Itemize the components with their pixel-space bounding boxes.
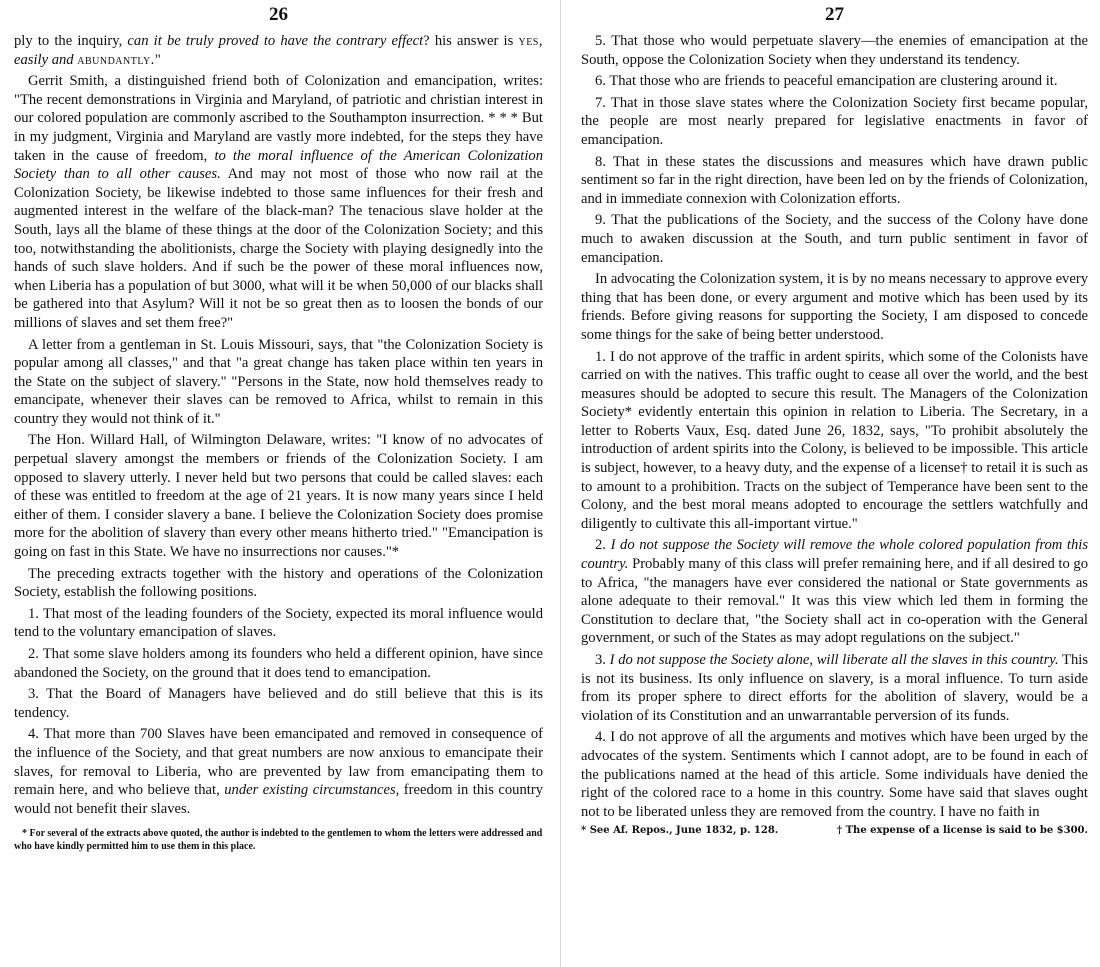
text-run: 3.: [595, 652, 610, 668]
paragraph: [14, 72, 543, 332]
text-run: Gerrit Smith, a distinguished friend both of Colonization and emancipation, writes: "The recent demonstrations in Virginia and Maryland, of patriotic and christian interest in our colored population are commonly ascribed to the Southampton insurrection. * * * But in my judgment, Virginia and Maryland are vastly more indebted, for the steps they have taken in the cause of freedom,: [14, 73, 543, 164]
italic-text: can it be truly proved to have the contrary effect: [127, 33, 424, 49]
list-item: 2. That some slave holders among its founders who held a different opinion, have since abandoned the Society, on the ground that it does tend to emancipation.: [14, 646, 543, 681]
text-run: This is not its business. Its only influence on slavery, is a moral influence. To turn aside from its proper sphere to direct efforts for the abolition of slavery, would be a violation of its Constitution and an unwarrantable perversion of its funds.: [581, 652, 1089, 724]
text-run: Probably many of this class will prefer remaining here, and if all desired to go to Africa, "the managers have ever considered the national or State governments as alone adequate to their removal." It was this view which led them in forming the Constitution to declare that, "the Society shall act in co-operation with the General government, or such of the States as may adopt regulations on the subject.": [581, 556, 1089, 647]
footnote: * For several of the extracts above quoted, the author is indebted to the gentlemen to whom the letters were addressed and who have kindly permitted him to use them in this place.: [14, 828, 543, 852]
text-run: freedom in this country would not benefit their slaves.: [14, 782, 543, 817]
list-item: 3. That the Board of Managers have believed and do still believe that this is its tendency.: [14, 686, 543, 721]
text-run: And may not most of those who now rail at the Colonization Society, be likewise indebted to those same influences for their fresh and augmented interest in the welfare of the black-man? The tenacious slave holder at the South, lays all the blame of these things at the door of the Colonization Society; and this too, notwithstanding the abolitionists, charge the Society with playing designedly into the hands of such slave holders. And if such be the power of these moral influences now, when Liberia has a population of but 3000, what will it be when 50,000 of our blacks shall be gathered into that Asylum? Will it not be so great then as to loosen the bonds of our millions of slaves and set them free?": [14, 166, 543, 331]
list-item: 1. I do not approve of the traffic in ardent spirits, which some of the Colonists have carried on with the natives. This traffic ought to cease all over the world, and the best measures should be adopted to secure this result. The Managers of the Colonization Society* evidently entertain this opinion in relation to Liberia. The Secretary, in a letter to Roberts Vaux, Esq. dated June 26, 1832, says, "To prohibit absolutely the introduction of ardent spirits into the Colony, is believed to be impossible. This article is subject, however, to a heavy duty, and the expense of a license† to retail it is such as to amount to a prohibition. Tracts on the subject of Temperance have been sent to the Colony, and the best moral means adopted to encourage the settlers watchfully and diligently to cultivate this all-important virtue.": [581, 348, 1088, 532]
list-item: 4. I do not approve of all the arguments and motives which have been urged by the advocates of the system. Sentiments which I cannot adopt, are to be found in each of the publications named at the head of this article. Some individuals have denied the right of the colored race to a home in this country. Some have said that slaves ought not to be liberated unless they are removed from the country. I have no faith in: [581, 729, 1088, 820]
list-item: [581, 536, 1088, 648]
right-page: [560, 0, 1100, 967]
italic-text: under existing circumstances,: [224, 782, 400, 799]
text-run: ? his answer is: [423, 33, 519, 49]
footnotes-left: [14, 828, 543, 853]
list-item: [581, 651, 1088, 725]
footnote: † The expense of a license is said to be $300.: [836, 825, 1088, 837]
left-body-text: [14, 32, 543, 818]
paragraph: A letter from a gentleman in St. Louis Missouri, says, that "the Colonization Society is popular among all classes," and that "a great change has taken place within ten years in the State on the subject of slavery." "Persons in the State, now hold themselves ready to emancipate, whenever their slaves can be removed to Africa, whilst to remain in this country they would not think of it.": [14, 336, 543, 427]
list-item: 9. That the publications of the Society, and the success of the Colony have done much to awaken discussion at the South, and turn public sentiment in favor of emancipation.: [581, 212, 1088, 266]
small-caps-text: abundantly.: [77, 51, 155, 68]
text-run: ": [154, 51, 161, 68]
small-caps-text: yes,: [518, 33, 544, 49]
paragraph: The Hon. Willard Hall, of Wilmington Delaware, writes: "I know of no advocates of perpetual slavery amongst the members or friends of the Colonization Society. I am opposed to slavery utterly. I never held but two persons that could be called slaves: each of these was entitled to freedom at the age of 21 years. It is now many years since I held either of them. I consider slavery a bane. I believe the Colonization Society does promise more for the abolition of slavery than every other means hitherto tried." "Emancipation is going on fast in this State. We have no insurrections nor causes."*: [14, 432, 543, 561]
list-item: 1. That most of the leading founders of the Society, expected its moral influence would tend to the voluntary emancipation of slaves.: [14, 605, 543, 641]
text-run: 2.: [595, 537, 611, 554]
list-item: [14, 725, 543, 818]
paragraph: In advocating the Colonization system, it is by no means necessary to approve every thing that has been done, or every argument and motive which has been used by its friends. Before giving reasons for supporting the Society, I am disposed to concede some things for the sake of being better understood.: [581, 271, 1088, 343]
paragraph: [14, 32, 543, 69]
right-body-text: [581, 32, 1088, 821]
italic-text: I do not suppose the Society alone, will liberate all the slaves in this country.: [609, 652, 1059, 668]
text-run: 4. That more than 700 Slaves have been emancipated and removed in consequence of the influence of the Society, and that great numbers are now anxious to emancipate their slaves, for removal to Liberia, who are prevented by law from emancipating them to remain here, and who believe that,: [14, 726, 543, 799]
italic-text: easily and: [14, 51, 78, 68]
page-number-left: 26: [269, 4, 288, 25]
page-number-right: 27: [825, 4, 844, 25]
footnote: * See Af. Repos., June 1832, p. 128.: [581, 825, 779, 837]
text-run: ply to the inquiry,: [14, 33, 128, 49]
list-item: 5. That those who would perpetuate slavery—the enemies of emancipation at the South, oppose the Colonization Society when they understand its tendency.: [581, 33, 1088, 68]
paragraph: The preceding extracts together with the history and operations of the Colonization Society, establish the following positions.: [14, 565, 543, 601]
italic-text: to the moral influence of the American Colonization Society than to all other causes.: [14, 147, 543, 183]
italic-text: I do not suppose the Society will remove the whole colored population from this country.: [581, 537, 1089, 573]
list-item: 6. That those who are friends to peaceful emancipation are clustering around it.: [595, 73, 1058, 90]
list-item: 8. That in these states the discussions and measures which have drawn public sentiment so far in the right direction, have been led on by the friends of Colonization, and in immediate connexion with Colonization efforts.: [581, 153, 1088, 207]
list-item: 7. That in those slave states where the Colonization Society first became popular, the people are most nearly prepared for legislative enactments in favor of emancipation.: [581, 94, 1088, 148]
footnotes-right: [581, 825, 1088, 836]
